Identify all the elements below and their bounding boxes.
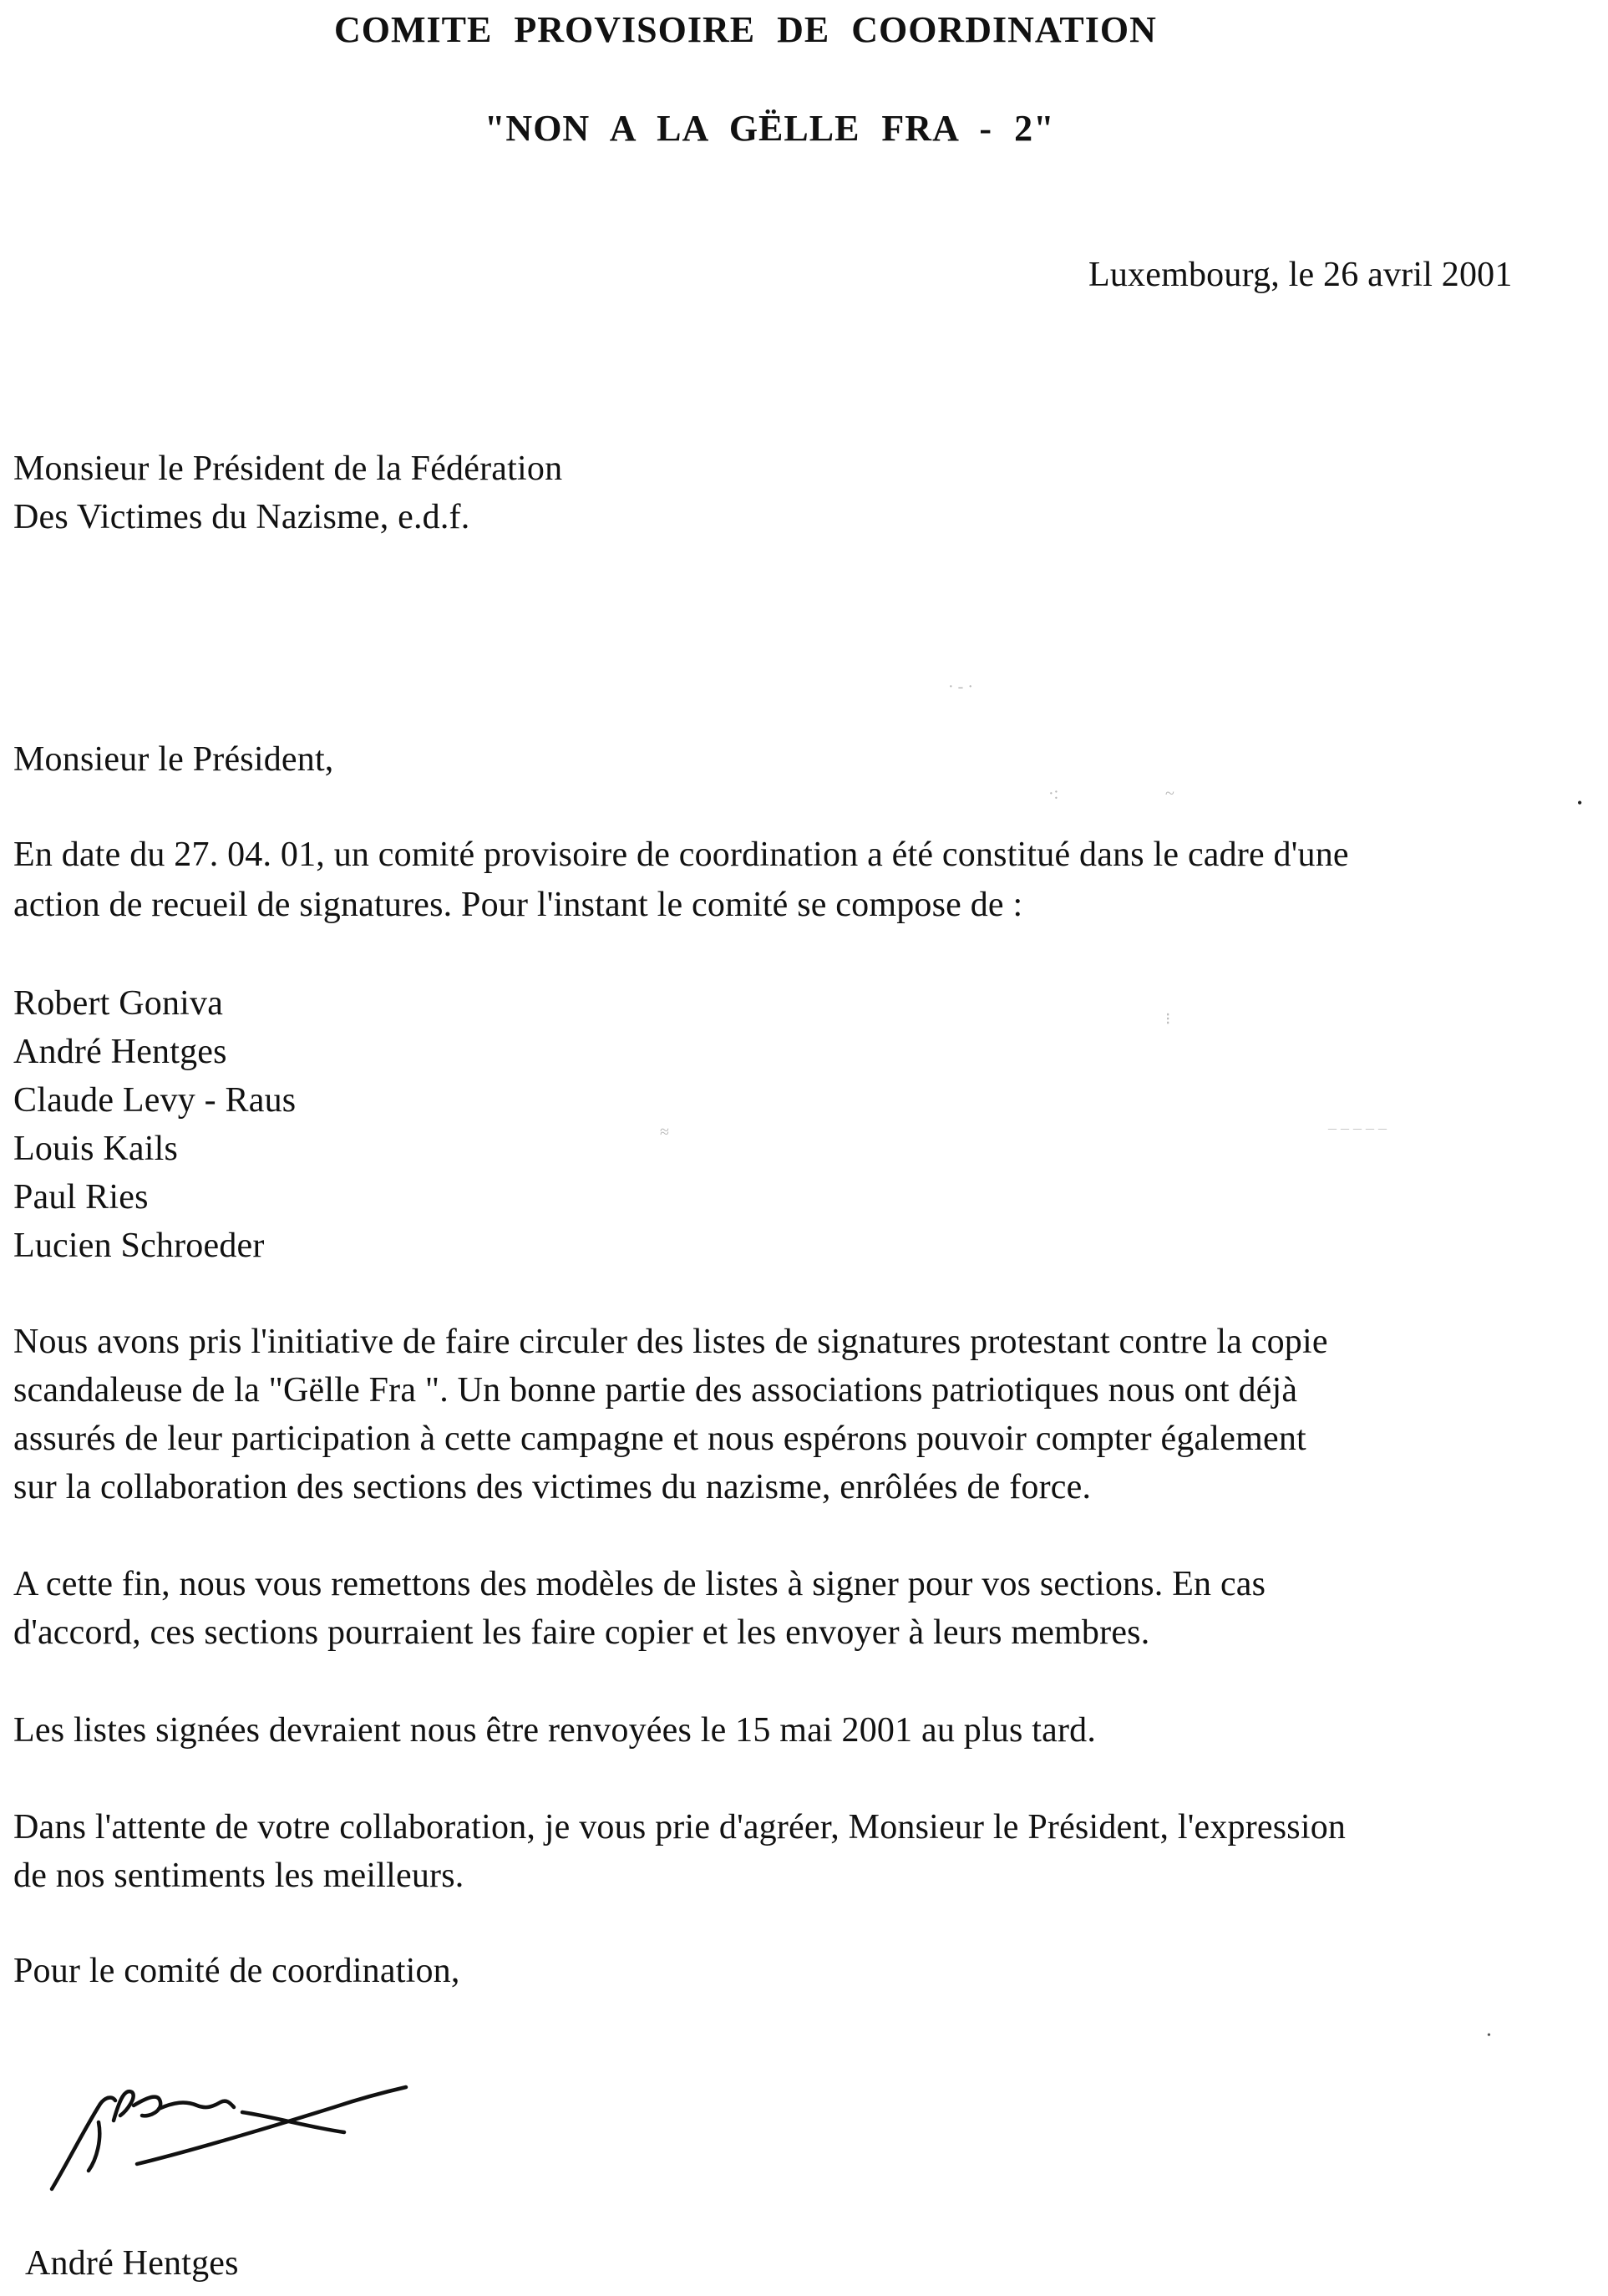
- paragraph-2-line-4: sur la collaboration des sections des victimes du nazisme, enrôlées de force.: [13, 1468, 1092, 1506]
- salutation: Monsieur le Président,: [13, 740, 334, 779]
- paragraph-3-line-2: d'accord, ces sections pourraient les faire copier et les envoyer à leurs membres.: [13, 1613, 1150, 1652]
- member-name: André Hentges: [13, 1033, 227, 1071]
- member-name: Claude Levy - Raus: [13, 1081, 297, 1120]
- scan-speck: •: [1487, 2029, 1491, 2042]
- scan-speck: ≈: [660, 1123, 669, 1141]
- recipient-line-2: Des Victimes du Nazisme, e.d.f.: [13, 498, 470, 536]
- scan-speck: ⁝: [1165, 1010, 1171, 1029]
- member-name: Robert Goniva: [13, 984, 224, 1023]
- letter-title: COMITE PROVISOIRE DE COORDINATION: [334, 9, 1157, 50]
- paragraph-3-line-1: A cette fin, nous vous remettons des modèles de listes à signer pour vos sections. En cas: [13, 1565, 1266, 1603]
- recipient-line-1: Monsieur le Président de la Fédération: [13, 450, 563, 488]
- scan-speck: · ‐ ·: [948, 678, 973, 696]
- closing: Pour le comité de coordination,: [13, 1952, 460, 1990]
- scan-speck: ·:: [1048, 785, 1059, 803]
- member-name: Paul Ries: [13, 1178, 149, 1217]
- signatory-name: André Hentges: [25, 2244, 239, 2283]
- scan-speck: ~: [1165, 785, 1174, 803]
- letter-subtitle: "NON A LA GËLLE FRA - 2": [484, 108, 1055, 149]
- handwritten-signature: [33, 2072, 426, 2197]
- place-date: Luxembourg, le 26 avril 2001: [1088, 256, 1513, 294]
- paragraph-5-line-2: de nos sentiments les meilleurs.: [13, 1857, 464, 1895]
- paragraph-1-line-1: En date du 27. 04. 01, un comité provisoire de coordination a été constitué dans le cadre d'une: [13, 836, 1349, 874]
- paragraph-4: Les listes signées devraient nous être renvoyées le 15 mai 2001 au plus tard.: [13, 1711, 1097, 1750]
- paragraph-1-line-2: action de recueil de signatures. Pour l'instant le comité se compose de :: [13, 886, 1023, 924]
- member-name: Louis Kails: [13, 1130, 179, 1168]
- paragraph-5-line-1: Dans l'attente de votre collaboration, je vous prie d'agréer, Monsieur le Président, l'expression: [13, 1808, 1347, 1846]
- scan-speck: ‒ ‒ ‒ ‒ ‒: [1328, 1119, 1387, 1137]
- member-name: Lucien Schroeder: [13, 1227, 265, 1265]
- scan-speck: •: [1577, 795, 1583, 811]
- paragraph-2-line-3: assurés de leur participation à cette campagne et nous espérons pouvoir compter également: [13, 1420, 1306, 1458]
- paragraph-2-line-2: scandaleuse de la "Gëlle Fra ". Un bonne partie des associations patriotiques nous ont déjà: [13, 1371, 1298, 1410]
- paragraph-2-line-1: Nous avons pris l'initiative de faire circuler des listes de signatures protestant contre la copie: [13, 1323, 1328, 1361]
